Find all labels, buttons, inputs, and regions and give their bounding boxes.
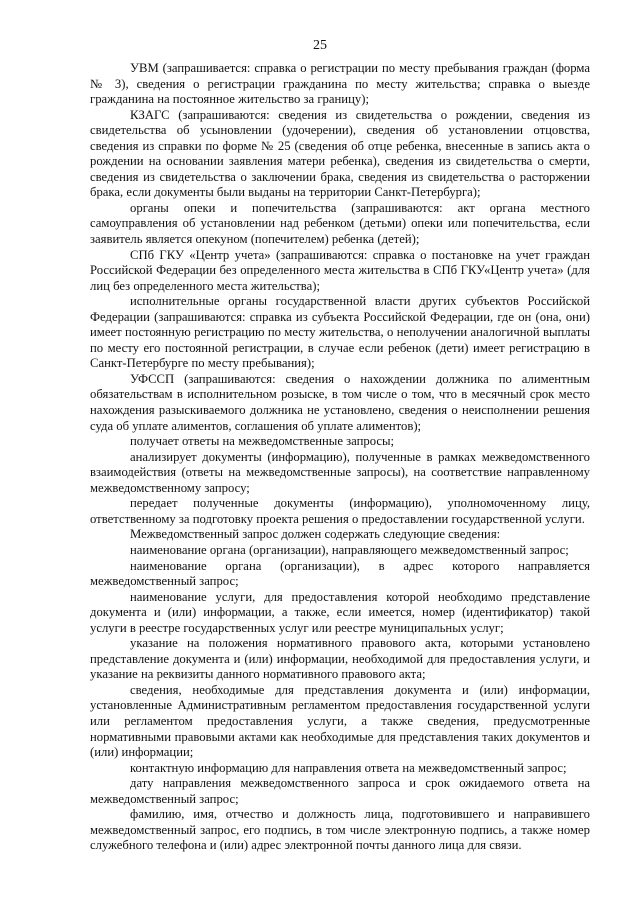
paragraph-kzags: КЗАГС (запрашиваются: сведения из свидетельства о рождении, сведения из свидетельства об усыновлении (удочерении), сведения об установлении отцовства, сведения из справки по форме № 25 (сведения об отце ребенка, внесенные в запись акта о рождении на основании заявления матери ребенка), сведения из свидетельства о смерти, сведения из свидетельства о заключении брака, сведения из свидетельства о расторжении брака, если документы были выданы на территории Санкт-Петербурга); — [90, 107, 590, 200]
paragraph-ufssp: УФССП (запрашиваются: сведения о нахождении должника по алиментным обязательствам в исполнительном розыске, в том числе о том, что в месячный срок место нахождения разыскиваемого должника не установлено, сведения о неисполнении решения суда об уплате алиментов, соглашения об уплате алиментов); — [90, 371, 590, 433]
page-number: 25 — [313, 38, 327, 53]
paragraph-analyzes-documents: анализирует документы (информацию), полученные в рамках межведомственного взаимодействия (ответы на межведомственные запросы), на соответствие направленному межведомственному запросу; — [90, 449, 590, 495]
paragraph-required-information: сведения, необходимые для представления документа и (или) информации, установленные Административным регламентом предоставления государственной услуги или регламентом предоставления услуги, а также сведения, предусмотренные нормативными правовыми актами как необходимые для представления таких документов и (или) информации; — [90, 682, 590, 760]
paragraph-center-ucheta: СПб ГКУ «Центр учета» (запрашиваются: справка о постановке на учет граждан Российской Федерации без определенного места жительства в СПб ГКУ«Центр учета» (для лиц без определенного места жительства); — [90, 247, 590, 293]
paragraph-requesting-body-name: наименование органа (организации), направляющего межведомственный запрос; — [130, 542, 569, 557]
document-body — [90, 61, 590, 854]
paragraph-legal-act-reference: указание на положения нормативного правового акта, которыми установлено представление документа и (или) информации, необходимой для предоставления услуги, и указание на реквизиты данного нормативного правового акта; — [90, 636, 590, 682]
paragraph-contact-info: контактную информацию для направления ответа на межведомственный запрос; — [130, 760, 567, 775]
paragraph-transfers-documents: передает полученные документы (информацию), уполномоченному лицу, ответственному за подготовку проекта решения о предоставлении государственной услуги. — [90, 496, 590, 526]
paragraph-request-date-deadline: дату направления межведомственного запроса и срок ожидаемого ответа на межведомственный запрос; — [90, 776, 590, 806]
paragraph-guardianship: органы опеки и попечительства (запрашиваются: акт органа местного самоуправления об установлении над ребенком (детьми) опеки или попечительства, если заявитель является опекуном (попечителем) ребенка (детей); — [90, 200, 590, 247]
paragraph-receives-answers: получает ответы на межведомственные запросы; — [130, 434, 395, 449]
paragraph-recipient-body-name: наименование органа (организации), в адрес которого направляется межведомственный запрос; — [90, 558, 590, 589]
paragraph-responsible-person: фамилию, имя, отчество и должность лица, подготовившего и направившего межведомственный запрос, его подпись, в том числе электронную подпись, а также номер служебного телефона и (или) адрес электронной почты данного лица для связи. — [90, 807, 590, 853]
paragraph-uvm: УВМ (запрашивается: справка о регистрации по месту пребывания граждан (форма № 3), сведения о регистрации гражданина по месту жительства; справка о выезде гражданина на постоянное жительство за границу); — [90, 61, 590, 107]
paragraph-request-contents-intro: Межведомственный запрос должен содержать следующие сведения: — [130, 527, 501, 542]
paragraph-other-regions: исполнительные органы государственной власти других субъектов Российской Федерации (запрашиваются: справка из субъекта Российской Федерации, где он (она, они) имеет постоянную регистрацию по месту жительства, о неполучении аналогичной выплаты по месту его постоянной регистрации, в случае если ребенок (дети) имеет регистрацию в Санкт-Петербурге по месту пребывания); — [90, 294, 590, 371]
paragraph-service-name: наименование услуги, для предоставления которой необходимо представление документа и (или) информации, а также, если имеется, номер (идентификатор) такой услуги в реестре государственных услуг или реестре муниципальных услуг; — [90, 589, 590, 635]
